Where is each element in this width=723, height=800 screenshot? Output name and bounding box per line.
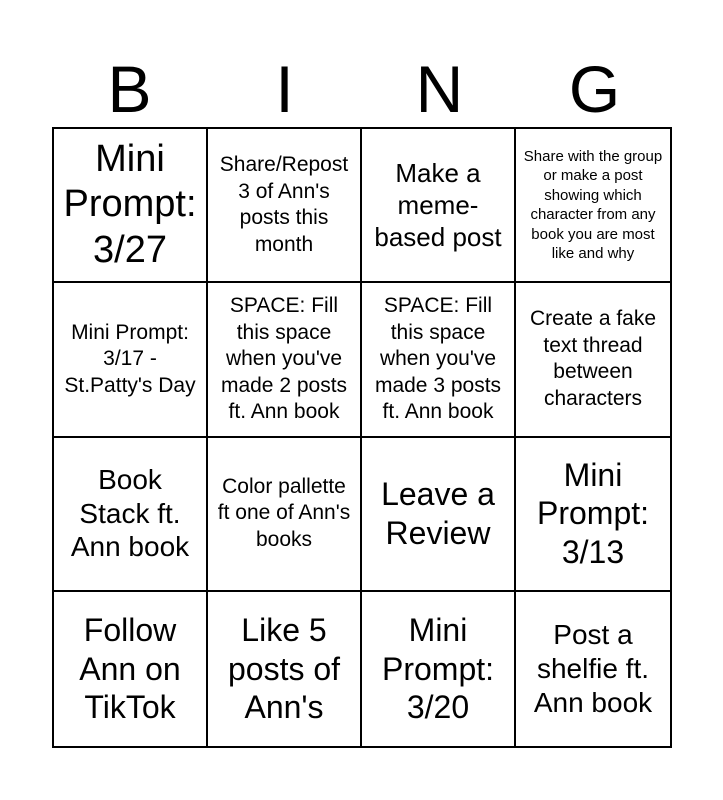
cell-text: SPACE: Fill this space when you've made 2 posts ft. Ann book: [220, 294, 348, 424]
bingo-cell[interactable]: [516, 129, 670, 283]
bingo-header: [52, 50, 672, 128]
cell-text: Mini Prompt: 3/20: [381, 612, 495, 726]
bingo-cell[interactable]: [54, 438, 208, 592]
cell-text: Create a fake text thread between characters: [529, 307, 657, 410]
bingo-cell[interactable]: [208, 438, 362, 592]
bingo-board: [52, 127, 672, 748]
header-letter-n: N: [415, 52, 464, 126]
bingo-cell[interactable]: [516, 283, 670, 437]
cell-text: Make a meme-based post: [374, 157, 502, 253]
bingo-cell[interactable]: [516, 592, 670, 746]
bingo-cell[interactable]: [208, 283, 362, 437]
cell-text: SPACE: Fill this space when you've made 3 posts ft. Ann book: [374, 294, 502, 424]
cell-text: Book Stack ft. Ann book: [70, 464, 190, 563]
cell-text: Color pallette ft one of Ann's books: [217, 474, 351, 551]
bingo-cell[interactable]: [208, 129, 362, 283]
bingo-cell[interactable]: [362, 129, 516, 283]
cell-text: Leave a Review: [381, 476, 495, 551]
cell-text: Like 5 posts of Ann's: [227, 612, 341, 726]
cell-text: Follow Ann on TikTok: [79, 612, 181, 726]
cell-text: Share with the group or make a post showing which character from any book you are most like and why: [523, 147, 663, 263]
bingo-cell[interactable]: [54, 592, 208, 746]
cell-text: Post a shelfie ft. Ann book: [533, 619, 653, 718]
cell-text: Mini Prompt: 3/27: [63, 137, 197, 271]
header-letter-b: B: [107, 52, 152, 126]
bingo-cell[interactable]: [54, 283, 208, 437]
bingo-cell[interactable]: [362, 592, 516, 746]
cell-text: Mini Prompt: 3/17 - St.Patty's Day: [64, 320, 196, 397]
bingo-cell[interactable]: [362, 283, 516, 437]
header-letter-i: I: [275, 52, 294, 126]
cell-text: Share/Repost 3 of Ann's posts this month: [219, 153, 349, 256]
bingo-cell[interactable]: [208, 592, 362, 746]
bingo-cell[interactable]: [362, 438, 516, 592]
cell-text: Mini Prompt: 3/13: [536, 457, 650, 570]
bingo-cell[interactable]: [54, 129, 208, 283]
bingo-cell[interactable]: [516, 438, 670, 592]
header-letter-g: G: [568, 52, 621, 126]
